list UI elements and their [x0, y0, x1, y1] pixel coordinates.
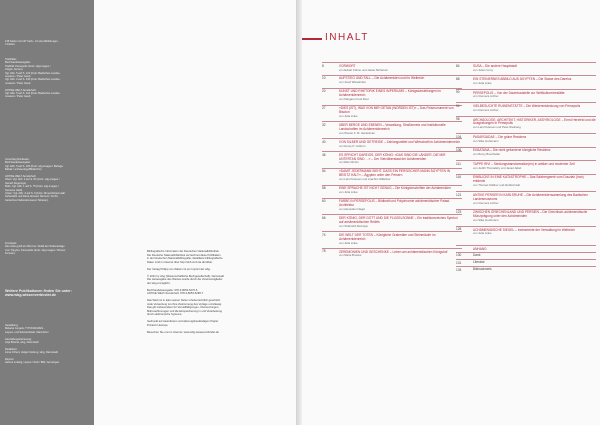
toc-page-number: 116: [456, 175, 462, 180]
toc-author: von Rémy Boucharlat: [473, 152, 500, 157]
toc-author: von Judith Thomalsky und Javad Jafari: [473, 165, 522, 170]
toc-author: von Lars Petersen und Peter Rauhang: [473, 125, 521, 130]
toc-author: von Silke Hockmann: [473, 138, 499, 143]
toc-entry: [322, 88, 462, 105]
toc-author: von Margaret Cool Root: [339, 97, 369, 102]
toc-entry: [456, 226, 596, 239]
appendix-heading: ANHANG: [473, 247, 487, 252]
toc-author: von Clemens Lichter: [473, 107, 499, 112]
imprint-text: Bibliografische Information der Deutschen Nationalbibliothek Die Deutsche Nationalbibliothek verzeichnet diese Publikation in der Deutschen Nationalbibliografie; detaillierte bibliografische Daten sind im Internet über http://dnb.d-nb.de abrufbar. Der Verlag Philipp von Zabern ist ein Imprint der wbg. © 2021 by wbg (Wissenschaftliche Buchgesellschaft), Darmstadt Die Herausgabe des Werkes wurde durch die Vereinsmitglieder der wbg ermöglicht. Buchhandelsausgabe: 978-3-8053-5276-5 ANTIKE WELT-Sonderheft: 978-3-8053-5298-7 Das Werk ist in allen seinen Teilen urheberrechtlich geschützt. Jede Verwertung ist ohne Zustimmung des Verlags unzulässig. Das gilt insbesondere für Vervielfältigungen, Übersetzungen, Mikroverfilmungen und die Einspeicherung in und Verarbeitung durch elektronische Systeme. Gedruckt auf säurefreiem und alterungsbeständigem Papier Printed in Europe Besuchen Sie uns im Internet: www.wbg-wissenverbindet.de: [147, 250, 224, 334]
toc-title: EINE SPRACHE IST NICHT GENUG – Die Königsinschriften der Achämeniden: [339, 186, 451, 191]
toc-author: von Eckart Köhne und Jeksei Richarotz: [339, 67, 388, 72]
left-page: [0, 0, 296, 425]
production-credits: Gestaltung: Melanie Jungels, TYPOGRAFEN - Layout- und Satzwerkstatt, Mannheim Herstellungsbetreuung: Anja Büstrel, wbg, Darmstadt Redaktion: Anna Ochert, Holger Kieburg, wbg, Darmstadt Repros: Helmut Ludwig, Layout / Satz / Bild, Gensingen: [5, 324, 60, 365]
toc-title: ES SPRICHT DAREIOS, DER KÖNIG: »DAS SIND DIE LÄNDER, DIE MIR UNTERTAN SIND …« – Der Vielvölkerstaat der Achämeniden: [339, 152, 446, 161]
toc-entry: [456, 209, 596, 226]
toc-page-number: 78: [322, 249, 326, 254]
toc-title: EKBATANA – Die nicht gefundene königliche Residenz: [473, 148, 551, 153]
toc-entry: [322, 62, 462, 75]
toc-title: DER KÖNIG, DER GOTT UND DIE FLÜGELSONNE – Ein traditionsreiches Symbol auf achämenidischen Reliefs: [339, 215, 458, 224]
toc-author: von Clemens Lichter: [473, 94, 499, 99]
toc-page-number: 74: [322, 232, 326, 237]
toc-entry: [322, 198, 462, 215]
toc-entry: [456, 252, 596, 259]
toc-title: VON SILBER UND GETREIDE – Zahlungsmittel und Wirtschaft im Achämenidenreich: [339, 139, 460, 144]
toc-title: Bildnachweis: [473, 267, 492, 272]
toc-column-left: [322, 62, 462, 261]
toc-author: von Silke Hockmann: [473, 217, 499, 222]
toc-title: ZEREMONIEN UND GESCHENKE – Leben am achämenidischen Königshof: [339, 249, 448, 254]
toc-title: ÜBER BERGE UND EBENEN – Verwaltung, Straßennetz und institutionelle Landschaften im Achämenidenreich: [339, 122, 446, 131]
more-publications: Weitere Publikationen finden Sie unter: www.wbg-wissenverbindet.de: [5, 289, 72, 298]
toc-page-number: 131: [456, 260, 462, 265]
toc-title: VORWORT: [339, 63, 356, 68]
toc-page-number: 98: [456, 117, 460, 122]
cover-photo-credits: Titelbilder: Buchhandelsausgabe: Titelbild: Persepolis (Foto: sdg-images / Jürgen Jenner). Vgl. Abb. 5 auf S. 122 (Foto: Badisches Landes- museum / Peter Gaul). Vgl. Abb. 3 auf S. 130 (Foto: Badisches Landes- museum / Peter Gaul). ANTIKE WELT-Sonderheft: Vgl. Abb. 5 auf S. 122 (Foto: Badisches Landes- museum / Peter Gaul).: [5, 58, 61, 99]
toc-entry: [322, 138, 462, 151]
toc-entry: [456, 102, 596, 115]
toc-author: von Julia Linke: [473, 231, 492, 236]
toc-title: PERSEPOLIS – Von der Dauerbaustelle zur Weltkulturerbestätte: [473, 90, 565, 95]
toc-page-number: 66: [322, 215, 326, 220]
toc-page-number: 32: [322, 122, 326, 127]
toc-entry: [456, 133, 596, 146]
toc-title: ARCHÄOLOGE, ARCHITEKT, HISTORIKER, ASSYRIOLOGE – Ernst Herzfeld und die Ausgrabungen in Persepolis: [473, 117, 596, 126]
toc-entry: [456, 62, 596, 75]
toc-page-number: 60: [322, 199, 326, 204]
toc-page-number: 128: [456, 227, 462, 232]
toc-page-number: 27: [322, 106, 326, 111]
toc-title: EINBLICKE IN EINE KATASTROPHE – Das Salzbergwerk vom Douzlah (Iran) entdeckt: [473, 175, 584, 184]
toc-page-number: 20: [322, 89, 326, 94]
toc-title: PASARGADAE – Die grüne Residenz: [473, 134, 527, 139]
toc-title: Literatur: [473, 260, 485, 265]
toc-page-number: 123: [456, 210, 462, 215]
toc-entry: [322, 151, 462, 168]
toc-title: Dank: [473, 253, 481, 258]
toc-author: von Julia Linke: [473, 80, 492, 85]
toc-entry: [322, 231, 462, 248]
toc-entry: [456, 116, 596, 133]
toc-title: »DIES (IST), WAS VON MIR GETAN (WORDEN IST)« – Das Felsmonument von Bisotun: [339, 106, 454, 115]
toc-entry: [456, 191, 596, 208]
toc-entry: [456, 147, 596, 160]
toc-title: ACHÄMENIDISCHE SIEGEL – Instrumente der Verwaltung im Weltreich: [473, 227, 576, 232]
toc-entry: [456, 75, 596, 88]
toc-author: von Wouter F. M. Henkelman: [339, 130, 376, 135]
toc-entry: [456, 89, 596, 102]
toc-author: von Josef Wiesehöfer: [339, 80, 366, 85]
back-cover-credits: Umschlag Rückseite: Buchhandelsausgabe: Vgl. Abb. 5 auf S. 105 (Foto: sdg-images / Bahaga Babak / archaeology/Bildarchiv). ANTIKE WELT-Sonderheft: Oben: Vgl. Abb. 2 auf S. 80 (Foto: sdg-images / Gerard Degeorge). Mitte: Vgl. Abb. 1 auf S. 75 (Foto: sdg-images / Suzanne Held). Unten: Vgl. Abb. 2 auf S. 9 (Foto: Nima Mohammadi Fahandehi und Reza Hossein Nerouzi / Archiv Iranisches Nationalmuseum Teheran).: [5, 158, 65, 202]
toc-page-number: 130: [456, 253, 462, 258]
toc-page-number: 94: [456, 103, 460, 108]
toc-page-number: 46: [322, 152, 326, 157]
toc-page-number: 133: [456, 267, 462, 272]
toc-title: FARBE IN PERSEPOLIS – Bildkraft und Polychromie achämenidischer Palast-Architektur: [339, 199, 451, 208]
toc-author: von Shahrokh Razmjou: [339, 223, 369, 228]
toc-title: EIN STEINERNES ABBILD AUS ÄGYPTEN – Die Statue des Dareios: [473, 77, 572, 82]
toc-author: von Julia Linke: [339, 190, 358, 195]
toc-page-number: 88: [456, 76, 460, 81]
toc-page-number: 10: [322, 76, 326, 81]
toc-title: ZWISCHEN GRIECHENLAND UND PERSIEN – Die Griechisch-achämenidische Münzprägung unter den Achämeniden: [473, 210, 588, 219]
toc-entry: [322, 75, 462, 88]
toc-title: VIELBESUCHTE RUINENSTÄTTE – Die Wiederentdeckung von Persepolis: [473, 104, 581, 109]
toc-title: ANTIKE PERSER IN KARLSRUHE – Die Achämenidensammlung des Badischen Landesmuseums: [473, 192, 588, 201]
toc-entry: [322, 248, 462, 261]
toc-page-number: 104: [456, 134, 462, 139]
toc-entry: [456, 160, 596, 173]
toc-author: von Maria Brosius: [339, 253, 362, 258]
toc-title: DIE WELT DER TOTEN – Königliche Grabmäler und Steinmäuler im Achämenidenreich: [339, 232, 436, 241]
toc-entry: [322, 105, 462, 122]
toc-author: von Julia Linke: [339, 240, 358, 245]
toc-entry: [456, 259, 596, 266]
right-page: [302, 0, 600, 425]
toc-heading: INHALT: [325, 32, 369, 43]
credits-column: [0, 0, 94, 425]
toc-page-number: 111: [456, 161, 461, 166]
page-count-note: 136 Seiten mit 127 Farb-, 13 s/w-Abbildungen, 4 Karten: [5, 40, 59, 47]
toc-entry: [322, 168, 462, 185]
toc-title: TAPPE RIVI – Siedlungstransformation(en) in antiker und moderner Zeit: [473, 161, 575, 166]
frontispiece-credit: Frontispiz: Die Löwe greift ein Rind an. Detail der Stufenanlage zum Tripylon, Persepolis (Foto: sdg-images / Werner Forman).: [5, 242, 66, 256]
toc-page-number: 54: [322, 169, 326, 174]
toc-author: von Julien Cuny: [473, 67, 493, 72]
toc-author: von Lars Petersen und Joachim Willeitner: [339, 177, 391, 182]
toc-page-number: 121: [456, 192, 462, 197]
toc-author: von Ellen Rehm: [339, 160, 359, 165]
toc-title: KUNST UND RHETORIK EINES IMPERIUMS – Königsdarstellungen im Achämenidenreich: [339, 89, 441, 98]
toc-entry: [456, 266, 596, 273]
toc-entry: [322, 185, 462, 198]
toc-author: von Clemens Lichter: [473, 200, 499, 205]
toc-author: von Alexander Nagel: [339, 206, 365, 211]
toc-page-number: 106: [456, 148, 462, 153]
toc-author: von Henry P. Colburn: [339, 143, 366, 148]
toc-page-number: 8: [322, 63, 324, 68]
toc-author: von Julia Linke: [339, 113, 358, 118]
toc-page-number: 40: [322, 139, 326, 144]
toc-title: AUFSTIEG UND FALL – Die Achämeniden und ihr Weltreich: [339, 76, 425, 81]
toc-page-number: 58: [322, 186, 326, 191]
toc-entry: [322, 121, 462, 138]
heading-rule: [302, 38, 322, 40]
toc-title: SUSA – Die andere Hauptstadt: [473, 63, 517, 68]
toc-page-number: 90: [456, 90, 460, 95]
toc-author: von Thomas Stöllner und Abolfazl Aali: [473, 183, 520, 188]
toc-entry: [322, 214, 462, 231]
toc-entry: [456, 174, 596, 191]
toc-column-right: [456, 62, 596, 273]
toc-title: »DAMIT JEDERMANN SIEHT, DASS EIN PERSISCHER MANN ÄGYPTEN IN BESITZ HÄLT« – Ägypten unter den Persern: [339, 169, 450, 178]
toc-page-number: 84: [456, 63, 460, 68]
